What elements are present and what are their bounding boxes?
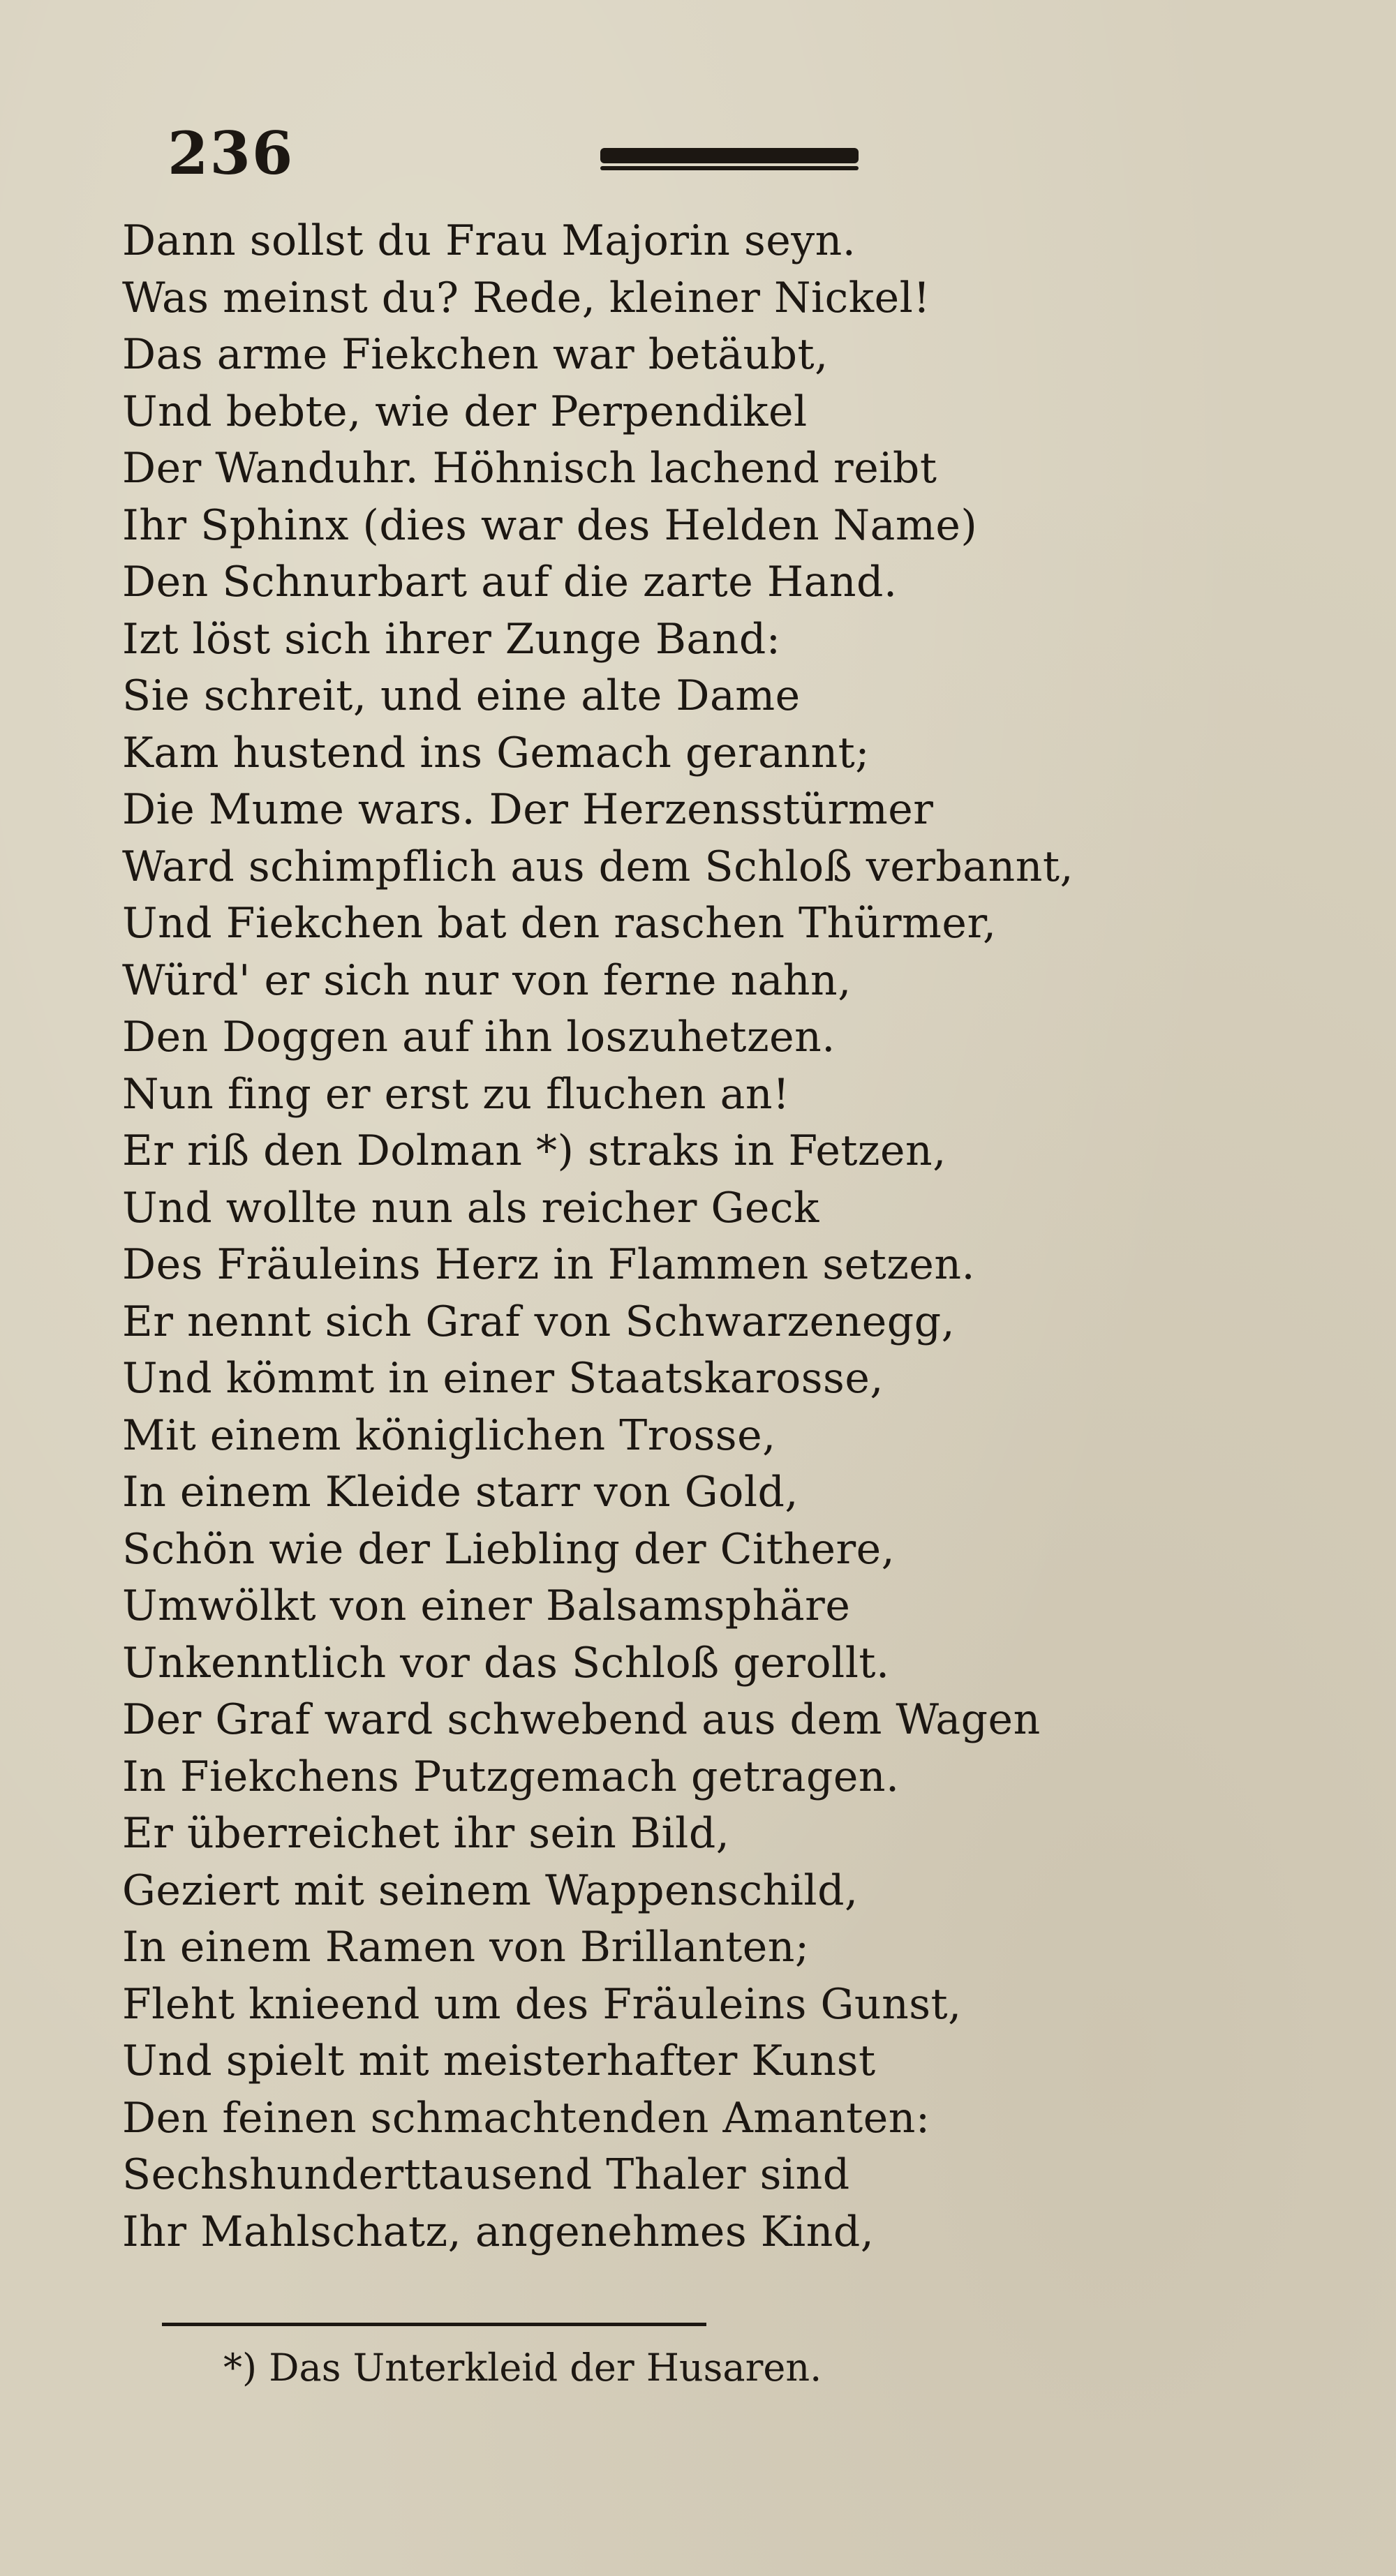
poem-line: Der Graf ward schwebend aus dem Wagen [122,1695,1041,1744]
poem-line: Ihr Sphinx (dies war des Helden Name) [122,500,978,550]
footnote: *) Das Unterkleid der Husaren. [223,2346,822,2390]
poem-line: Würd' er sich nur von ferne nahn, [122,955,852,1005]
poem-line: Und wollte nun als reicher Geck [122,1183,819,1233]
poem-line: Was meinst du? Rede, kleiner Nickel! [122,273,930,322]
poem-line: Er überreichet ihr sein Bild, [122,1809,730,1858]
poem-line: Schön wie der Liebling der Cithere, [122,1524,896,1574]
poem-line: Umwölkt von einer Balsamsphäre [122,1581,851,1630]
poem-line: Und bebte, wie der Perpendikel [122,387,808,436]
poem-line: Sie schreit, und eine alte Dame [122,671,801,720]
poem-line: Und kömmt in einer Staatskarosse, [122,1354,884,1403]
footnote-rule [162,2323,706,2326]
page-number: 236 [168,119,295,188]
poem-line: Der Wanduhr. Höhnisch lachend reibt [122,444,937,493]
poem-line: Sechshunderttausend Thaler sind [122,2150,850,2199]
poem-line: Und Fiekchen bat den raschen Thürmer, [122,899,997,948]
poem-text [122,213,1211,2261]
poem-line: Den Doggen auf ihn loszuhetzen. [122,1013,836,1062]
poem-line: Fleht knieend um des Fräuleins Gunst, [122,1979,962,2029]
poem-line: In einem Kleide starr von Gold, [122,1468,799,1517]
poem-line: Das arme Fiekchen war betäubt, [122,330,829,379]
poem-line: Ihr Mahlschatz, angenehmes Kind, [122,2207,875,2256]
poem-line: Kam hustend ins Gemach gerannt; [122,728,870,777]
poem-line: In Fiekchens Putzgemach getragen. [122,1752,900,1801]
poem-line: Und spielt mit meisterhafter Kunst [122,2037,876,2085]
poem-line: Die Mume wars. Der Herzensstürmer [122,785,934,834]
poem-line: Nun fing er erst zu fluchen an! [122,1069,790,1119]
poem-line: Mit einem königlichen Trosse, [122,1410,776,1460]
poem-line: Den Schnurbart auf die zarte Hand. [122,558,898,606]
poem-line: Den feinen schmachtenden Amanten: [122,2093,930,2143]
poem-line: In einem Ramen von Brillanten; [122,1923,810,1972]
poem-line: Geziert mit seinem Wappenschild, [122,1866,859,1915]
poem-line: Er nennt sich Graf von Schwarzenegg, [122,1297,956,1346]
header-rule [600,148,859,163]
poem-line: Er riß den Dolman *) straks in Fetzen, [122,1126,946,1175]
poem-line: Ward schimpflich aus dem Schloß verbannt, [122,842,1074,891]
poem-line: Des Fräuleins Herz in Flammen setzen. [122,1240,976,1289]
poem-line: Dann sollst du Frau Majorin seyn. [122,216,856,265]
poem-line: Izt löst sich ihrer Zunge Band: [122,614,781,664]
poem-line: Unkenntlich vor das Schloß gerollt. [122,1638,890,1688]
